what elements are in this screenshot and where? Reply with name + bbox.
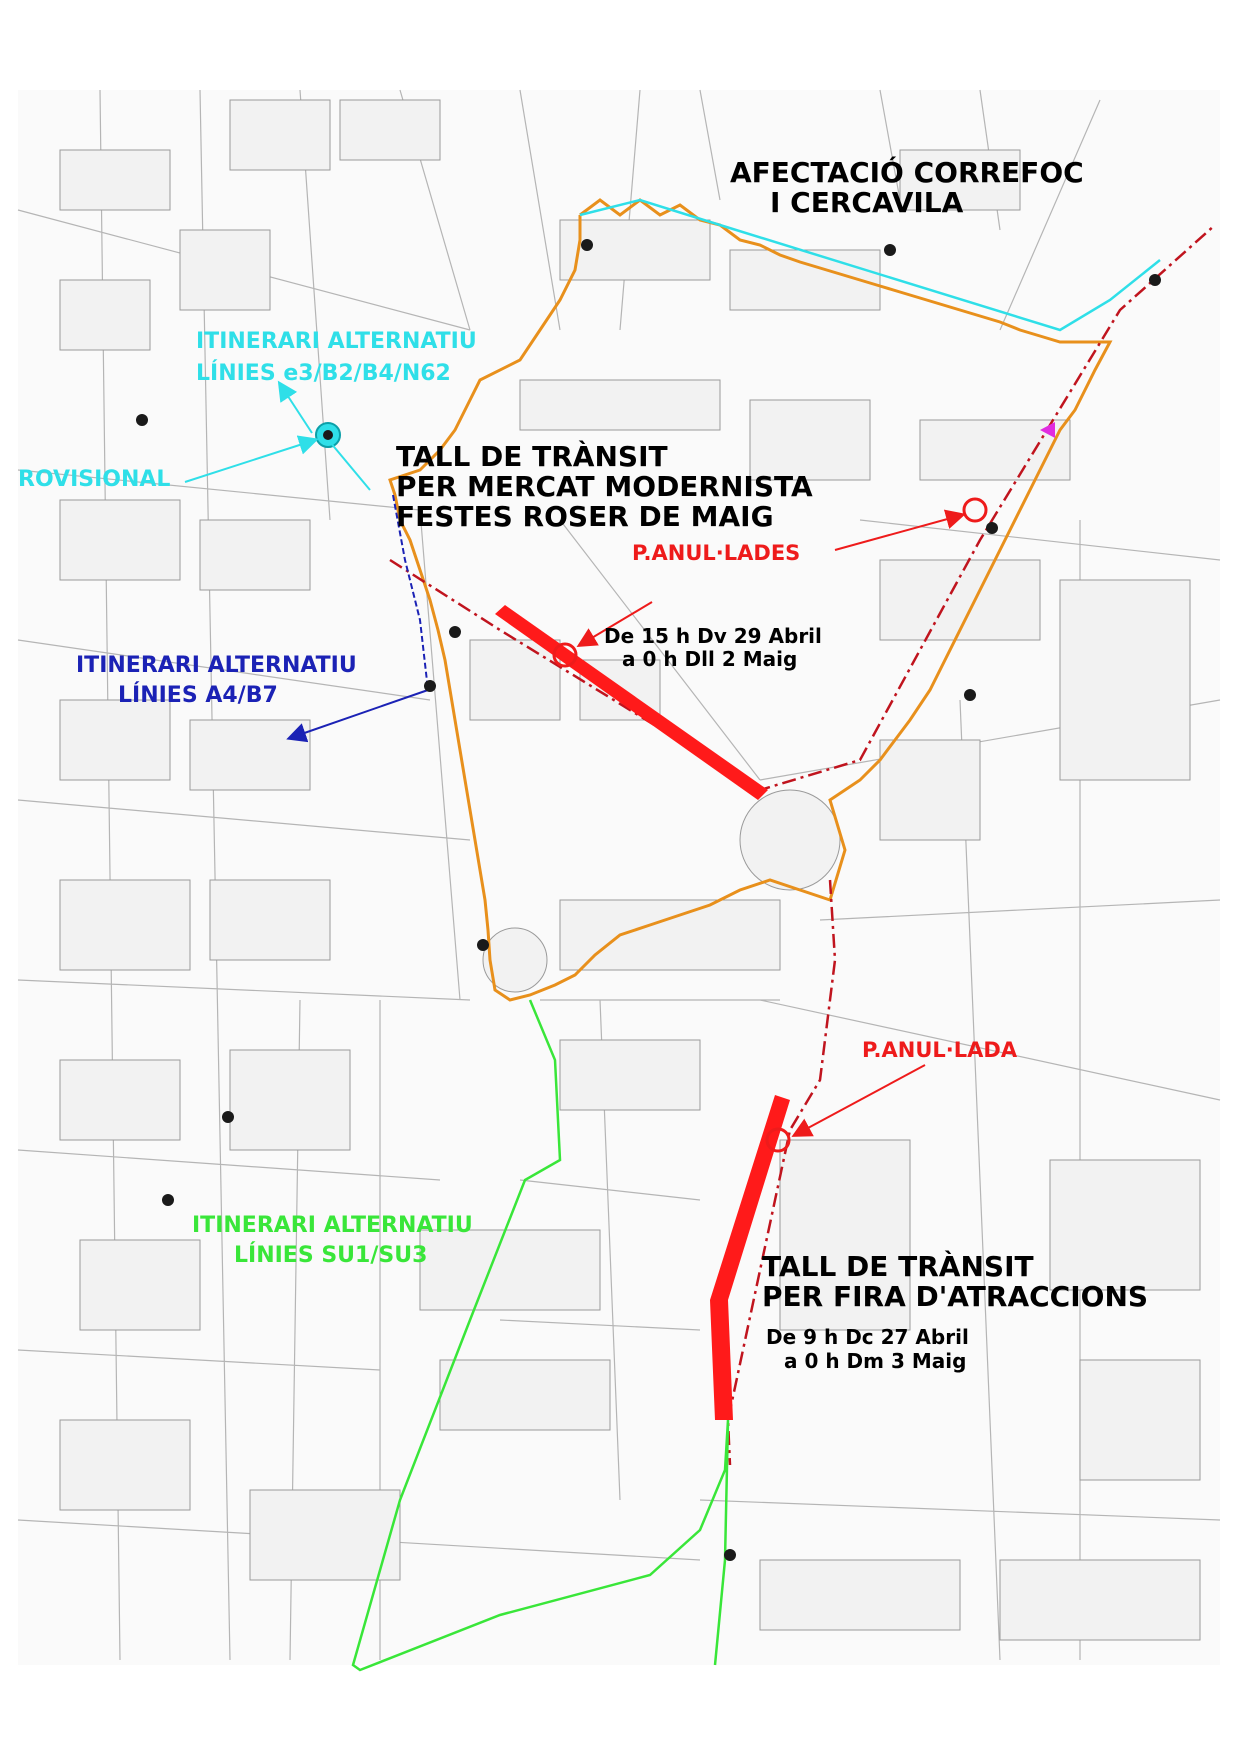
bus-stop-icon — [1149, 274, 1161, 286]
bus-stop-icon — [964, 689, 976, 701]
tall-mercat-line1: TALL DE TRÀNSIT — [396, 440, 668, 473]
bus-stop-icon — [884, 244, 896, 256]
tall-mercat-line3: FESTES ROSER DE MAIG — [396, 500, 774, 533]
anul-lada-label: P.ANUL·LADA — [862, 1038, 1018, 1062]
bus-stop-icon — [162, 1194, 174, 1206]
tall-mercat-line2: PER MERCAT MODERNISTA — [396, 470, 813, 503]
dates-fira-line2: a 0 h Dm 3 Maig — [784, 1349, 967, 1373]
alt-cyan-label-line2: LÍNIES e3/B2/B4/N62 — [196, 361, 451, 386]
alt-blue-label-line2: LÍNIES A4/B7 — [118, 683, 278, 708]
alt-blue-label-line1: ITINERARI ALTERNATIU — [76, 653, 357, 678]
correfoc-label-line1: AFECTACIÓ CORREFOC — [730, 156, 1084, 189]
dates-mercat-line1: De 15 h Dv 29 Abril — [604, 624, 822, 648]
bus-stop-icon — [986, 522, 998, 534]
provisional-label: ROVISIONAL — [18, 467, 171, 492]
bus-stop-icon — [136, 414, 148, 426]
bus-stop-icon — [222, 1111, 234, 1123]
tall-fira-line2: PER FIRA D'ATRACCIONS — [762, 1280, 1149, 1313]
bus-stop-icon — [424, 680, 436, 692]
bus-stop-icon — [449, 626, 461, 638]
dates-mercat-line2: a 0 h Dll 2 Maig — [622, 647, 798, 671]
bus-stop-icon — [581, 239, 593, 251]
map-background — [18, 90, 1220, 1665]
bus-stop-icon — [477, 939, 489, 951]
correfoc-label-line2: I CERCAVILA — [770, 186, 964, 219]
anul-lades-label: P.ANUL·LADES — [632, 541, 801, 565]
tall-fira-line1: TALL DE TRÀNSIT — [762, 1250, 1034, 1283]
dates-fira-line1: De 9 h Dc 27 Abril — [766, 1325, 969, 1349]
alt-green-label-line1: ITINERARI ALTERNATIU — [192, 1213, 473, 1238]
alt-cyan-label-line1: ITINERARI ALTERNATIU — [196, 329, 477, 354]
bus-stop-icon — [724, 1549, 736, 1561]
alt-green-label-line2: LÍNIES SU1/SU3 — [234, 1243, 428, 1268]
